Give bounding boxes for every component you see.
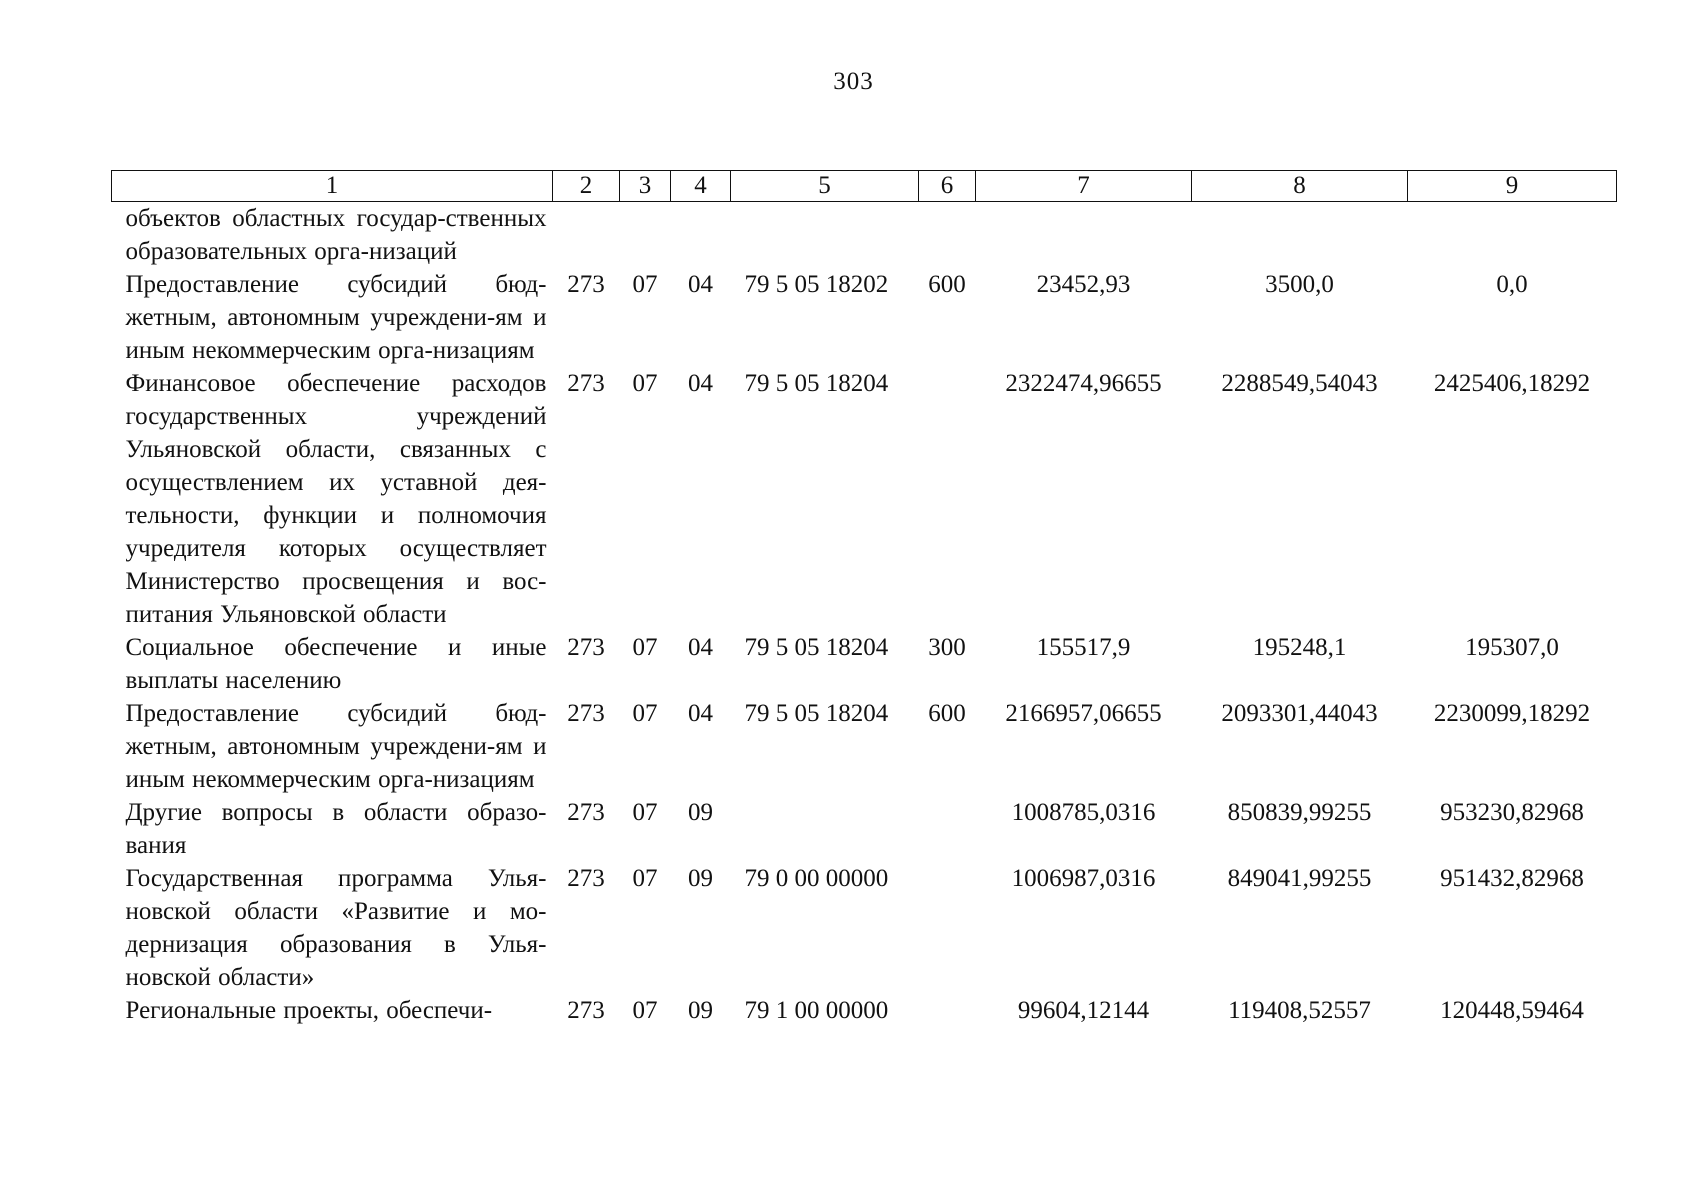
cell-col3: 07 xyxy=(632,634,658,661)
cell-col8: 2093301,44043 xyxy=(1221,700,1378,727)
cell-col5: 79 5 05 18204 xyxy=(744,634,889,661)
cell-col4 xyxy=(671,202,731,269)
cell-col7: 155517,9 xyxy=(1036,634,1131,661)
table-row xyxy=(112,796,1617,862)
row-name: Региональные проекты, обеспечи- xyxy=(125,997,493,1024)
cell-col6 xyxy=(919,202,976,269)
row-name: Государственная программа Улья-новской области «Развитие и мо-дернизация образования в Улья-новской области» xyxy=(125,865,547,991)
cell-col4: 09 xyxy=(688,997,713,1024)
cell-col2: 273 xyxy=(567,997,605,1024)
cell-col5: 79 5 05 18202 xyxy=(744,271,889,298)
cell-col9: 953230,82968 xyxy=(1440,799,1584,826)
cell-col5 xyxy=(731,202,919,269)
table-row xyxy=(112,631,1617,697)
cell-col2: 273 xyxy=(567,634,605,661)
cell-col7: 23452,93 xyxy=(1036,271,1131,298)
cell-col4: 09 xyxy=(688,799,713,826)
table-row xyxy=(112,202,1617,269)
row-name: Другие вопросы в области образо-вания xyxy=(125,799,547,859)
cell-col4: 09 xyxy=(688,865,713,892)
table-header xyxy=(112,171,1617,202)
cell-col7: 2322474,96655 xyxy=(1005,370,1162,397)
cell-col2: 273 xyxy=(567,799,605,826)
cell-col3: 07 xyxy=(632,997,658,1024)
cell-col9 xyxy=(1408,202,1617,269)
cell-col5: 79 5 05 18204 xyxy=(744,370,889,397)
cell-col9: 951432,82968 xyxy=(1440,865,1584,892)
table-row xyxy=(112,697,1617,796)
cell-col6: 300 xyxy=(928,634,966,661)
header-row xyxy=(112,171,1617,202)
cell-col7 xyxy=(976,202,1192,269)
cell-col5: 79 5 05 18204 xyxy=(744,700,889,727)
table-row xyxy=(112,268,1617,367)
cell-col5: 79 0 00 00000 xyxy=(744,865,889,892)
cell-col4: 04 xyxy=(688,634,713,661)
cell-col2: 273 xyxy=(567,271,605,298)
table-row xyxy=(112,367,1617,631)
header-cell-1: 1 xyxy=(112,171,553,202)
cell-col2 xyxy=(553,202,620,269)
header-cell-5: 5 xyxy=(731,171,919,202)
cell-col6 xyxy=(919,994,976,1027)
cell-col4: 04 xyxy=(688,271,713,298)
cell-col6: 600 xyxy=(928,700,966,727)
cell-col2: 273 xyxy=(567,865,605,892)
cell-col8: 2288549,54043 xyxy=(1221,370,1378,397)
header-cell-7: 7 xyxy=(976,171,1192,202)
header-cell-6: 6 xyxy=(919,171,976,202)
cell-col3: 07 xyxy=(632,799,658,826)
cell-col9: 2425406,18292 xyxy=(1433,370,1591,397)
cell-col6 xyxy=(919,862,976,994)
cell-col7: 1008785,0316 xyxy=(1011,799,1156,826)
row-name: объектов областных государ-ственных образовательных орга-низаций xyxy=(125,205,547,265)
row-name: Финансовое обеспечение расходов государственных учреждений Ульяновской области, связанных с осуществлением их уставной дея-тельности, функции и полномочия учредителя которых осуществляет Министерство просвещения и вос-питания Ульяновской области xyxy=(125,370,547,628)
table-row xyxy=(112,994,1617,1027)
cell-col9: 0,0 xyxy=(1496,271,1528,298)
cell-col4: 04 xyxy=(688,700,713,727)
row-name: Предоставление субсидий бюд-жетным, автономным учреждени-ям и иным некоммерческим орга-низациям xyxy=(125,271,547,364)
cell-col5 xyxy=(731,796,919,862)
cell-col8 xyxy=(1192,202,1408,269)
cell-col3: 07 xyxy=(632,700,658,727)
cell-col7: 99604,12144 xyxy=(1017,997,1150,1024)
cell-col8: 3500,0 xyxy=(1265,271,1334,298)
page-number: 303 xyxy=(833,68,874,95)
cell-col5: 79 1 00 00000 xyxy=(744,997,889,1024)
header-cell-3: 3 xyxy=(620,171,671,202)
table-body xyxy=(112,202,1617,1028)
cell-col2: 273 xyxy=(567,700,605,727)
header-cell-9: 9 xyxy=(1408,171,1617,202)
cell-col6 xyxy=(919,367,976,631)
cell-col9: 195307,0 xyxy=(1465,634,1559,661)
cell-col8: 850839,99255 xyxy=(1227,799,1372,826)
cell-col8: 849041,99255 xyxy=(1227,865,1372,892)
row-name: Предоставление субсидий бюд-жетным, автономным учреждени-ям и иным некоммерческим орга-низациям xyxy=(125,700,547,793)
table-row xyxy=(112,862,1617,994)
cell-col8: 195248,1 xyxy=(1252,634,1347,661)
cell-col8: 119408,52557 xyxy=(1228,997,1371,1024)
cell-col2: 273 xyxy=(567,370,605,397)
cell-col4: 04 xyxy=(688,370,713,397)
cell-col9: 2230099,18292 xyxy=(1433,700,1591,727)
cell-col6 xyxy=(919,796,976,862)
cell-col3 xyxy=(620,202,671,269)
cell-col3: 07 xyxy=(632,271,658,298)
cell-col6: 600 xyxy=(928,271,966,298)
header-cell-2: 2 xyxy=(553,171,620,202)
cell-col9: 120448,59464 xyxy=(1440,997,1584,1024)
header-cell-8: 8 xyxy=(1192,171,1408,202)
cell-col3: 07 xyxy=(632,370,658,397)
row-name: Социальное обеспечение и иные выплаты населению xyxy=(125,634,547,694)
cell-col7: 1006987,0316 xyxy=(1011,865,1156,892)
cell-col3: 07 xyxy=(632,865,658,892)
header-cell-4: 4 xyxy=(671,171,731,202)
budget-table xyxy=(111,170,1617,1027)
cell-col7: 2166957,06655 xyxy=(1005,700,1162,727)
